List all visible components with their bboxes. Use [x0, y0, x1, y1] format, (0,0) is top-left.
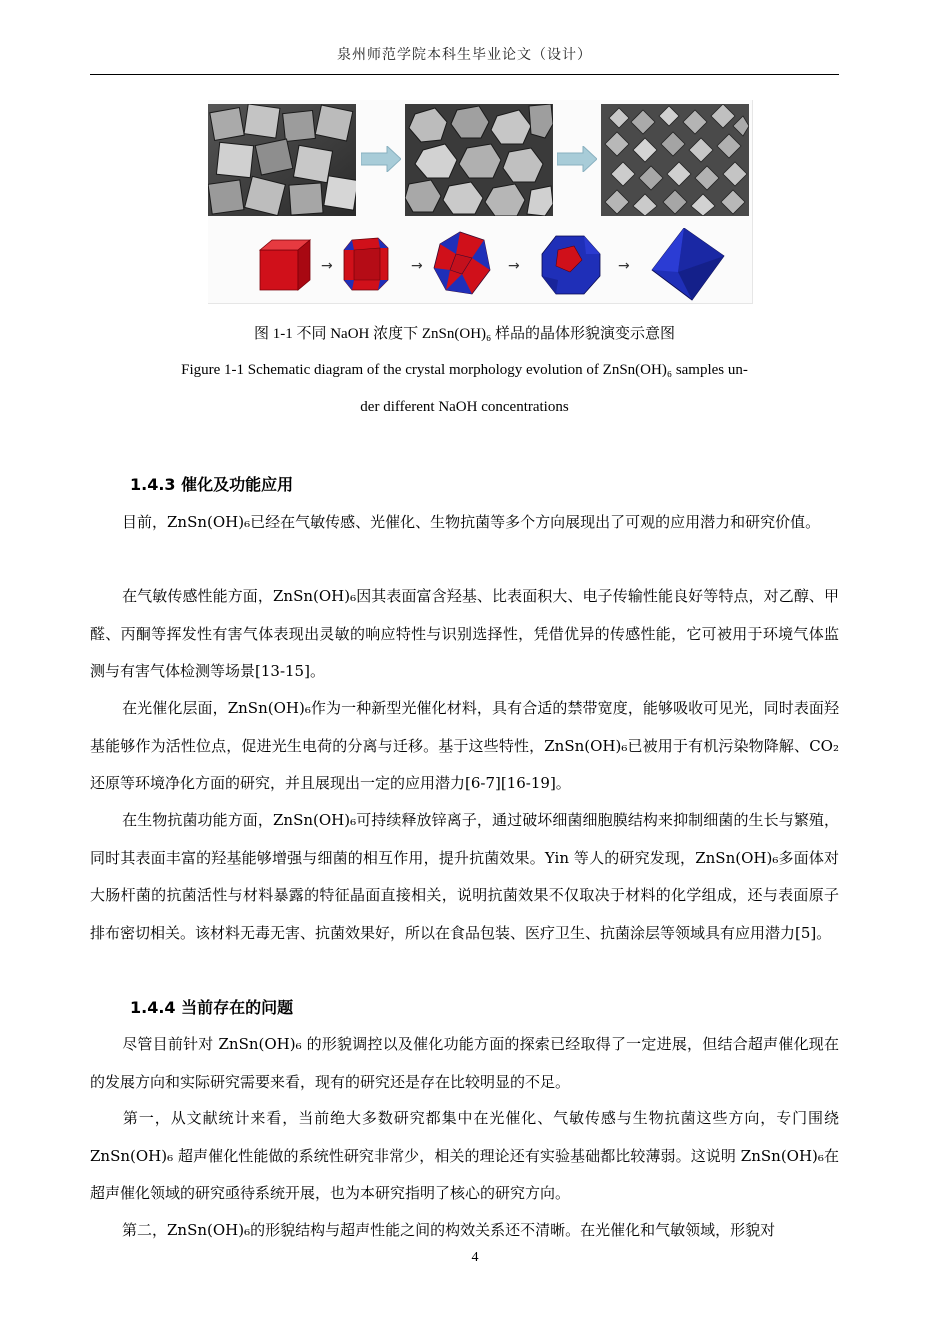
model-truncated-cube [344, 238, 388, 290]
figure-caption-en-line1: Figure 1-1 Schematic diagram of the crystal morphology evolution of ZnSn(OH)₆ samples un- [181, 362, 748, 378]
sem-image-polyhedra [405, 104, 553, 216]
paragraph [90, 1212, 839, 1250]
paragraph-text: 目前，ZnSn(OH)₆已经在气敏传感、光催化、生物抗菌等多个方向展现出了可观的应用潜力和研究价值。 [122, 513, 821, 531]
svg-text:→: → [508, 258, 520, 274]
paragraph-text: 在气敏传感性能方面，ZnSn(OH)₆因其表面富含羟基、比表面积大、电子传输性能良好等特点，对乙醇、甲醛、丙酮等挥发性有害气体表现出灵敏的响应特性与识别选择性，凭借优异的传感性能，它可被用于环境气体监测与有害气体检测等场景[13-15]。 [90, 587, 839, 680]
paragraph-text: 尽管目前针对 ZnSn(OH)₆ 的形貌调控以及催化功能方面的探索已经取得了一定进展，但结合超声催化现在的发展方向和实际研究需要来看，现有的研究还是存在比较明显的不足。 [90, 1035, 839, 1091]
figure-crystal-morphology [208, 100, 753, 304]
paragraph [90, 578, 839, 691]
model-octahedron [652, 228, 724, 300]
paragraph-text: 在光催化层面，ZnSn(OH)₆作为一种新型光催化材料，具有合适的禁带宽度，能够吸收可见光，同时表面羟基能够作为活性位点，促进光生电荷的分离与迁移。基于这些特性，ZnSn(OH)₆已被用于有机污染物降解、CO₂还原等环境净化方面的研究，并且展现出一定的应用潜力[6-7][16-19]。 [90, 699, 839, 792]
arrow-right-icon [361, 146, 401, 172]
section-heading: 1.4.3 催化及功能应用 [130, 475, 294, 494]
sem-image-cubes [208, 104, 356, 216]
page-header: 泉州师范学院本科生毕业论文（设计） [337, 47, 592, 63]
svg-text:→: → [618, 258, 630, 274]
model-cube [260, 240, 310, 290]
paragraph-text: 在生物抗菌功能方面，ZnSn(OH)₆可持续释放锌离子，通过破坏细菌细胞膜结构来抑制细菌的生长与繁殖，同时其表面丰富的羟基能够增强与细菌的相互作用，提升抗菌效果。Yin 等人的研究发现，ZnSn(OH)₆多面体对大肠杆菌的抗菌活性与材料暴露的特征晶面直接相关，说明抗菌效果不仅取决于材料的化学组成，还与表面原子排布密切相关。该材料无毒无害、抗菌效果好，所以在食品包装、医疗卫生、抗菌涂层等领域具有应用潜力[5]。 [90, 811, 839, 942]
paragraph-text: 第一，从文献统计来看，当前绝大多数研究都集中在光催化、气敏传感与生物抗菌这些方向，专门围绕 ZnSn(OH)₆ 超声催化性能做的系统性研究非常少，相关的理论还有实验基础都比较薄弱。这说明 ZnSn(OH)₆在超声催化领域的研究亟待系统开展，也为本研究指明了核心的研究方向。 [90, 1109, 839, 1202]
figure-caption-cn: 图 1-1 不同 NaOH 浓度下 ZnSn(OH)₆ 样品的晶体形貌演变示意图 [253, 326, 676, 342]
model-truncated-octahedron [542, 236, 600, 294]
sem-image-octahedra [601, 104, 749, 216]
svg-text:→: → [411, 258, 423, 274]
page-number: 4 [471, 1250, 479, 1265]
model-cuboctahedron [434, 232, 490, 294]
header-rule [90, 74, 839, 75]
arrow-right-icon [557, 146, 597, 172]
paragraph [90, 690, 839, 803]
paragraph-text: 第二，ZnSn(OH)₆的形貌结构与超声性能之间的构效关系还不清晰。在光催化和气敏领域，形貌对 [122, 1221, 776, 1239]
svg-text:→: → [321, 258, 333, 274]
crystal-model-row [208, 228, 752, 303]
paragraph [90, 1026, 839, 1101]
paragraph [90, 1100, 839, 1213]
paragraph [90, 802, 839, 952]
paragraph [90, 504, 839, 542]
figure-caption-en-line2: der different NaOH concentrations [360, 399, 569, 415]
section-heading: 1.4.4 当前存在的问题 [130, 998, 294, 1017]
